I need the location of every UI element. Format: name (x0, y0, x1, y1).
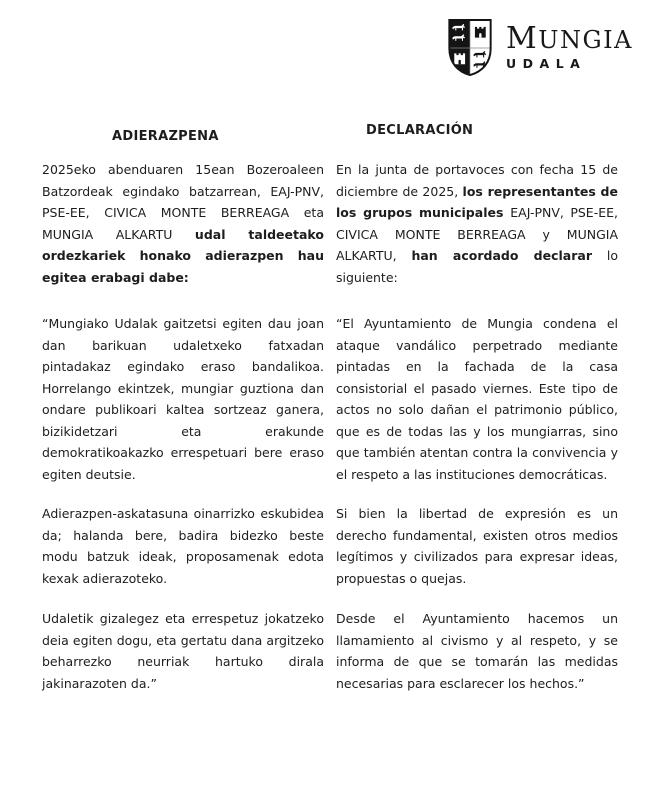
bilingual-declaration (42, 123, 618, 694)
logo-wordmark (506, 18, 633, 71)
paragraph-basque-1: 2025eko abenduaren 15ean Bozeroaleen Batzordeak egindako batzarrean, EAJ-PNV, PSE-EE, CIVICA MONTE BERREAGA eta MUNGIA ALKARTU udal taldeetako ordezkariek honako adierazpen hau egitea erabagi dabe: (42, 162, 324, 285)
paragraph-spanish-4: Desde el Ayuntamiento hacemos un llamamiento al civismo y al respeto, y se informa de que se tomarán las medidas necesarias para esclarecer los hechos.” (336, 611, 618, 691)
paragraph-spanish-1: En la junta de portavoces con fecha 15 de diciembre de 2025, los representantes de los grupos municipales EAJ-PNV, PSE-EE, CIVICA MONTE BERREAGA y MUNGIA ALKARTU, han acordado declarar lo siguiente: (336, 162, 618, 285)
paragraph-spanish-3: Si bien la libertad de expresión es un derecho fundamental, existen otros medios legítimos y civilizados para expresar ideas, propuestas o quejas. (336, 506, 618, 586)
paragraph-spanish-2: “El Ayuntamiento de Mungia condena el ataque vandálico perpetrado mediante pintadas en la fachada de la casa consistorial el pasado viernes. Este tipo de actos no solo dañan el patrimonio público, que es de todas las y los mungiarras, sino que también atentan contra la convivencia y el respeto a las instituciones democráticas. (336, 316, 618, 482)
heading-spanish: DECLARACIÓN (366, 123, 474, 138)
headings-row (42, 123, 618, 144)
paragraph-basque-3: Adierazpen-askatasuna oinarrizko eskubidea da; halanda bere, badira bidezko beste modu batzuk ideak, proposamenak edota kexak adierazoteko. (42, 506, 324, 586)
logo-title: MUNGIA (506, 21, 633, 56)
mungia-udala-logo (447, 18, 633, 77)
paragraph-basque-4: Udaletik gizalegez eta errespetuz jokatzeko deia egiten dogu, eta gertatu dana argitzeko beharrezko neurriak hartuko dirala jakinarazoten da.” (42, 611, 324, 691)
paragraph-basque-2: “Mungiako Udalak gaitzetsi egiten dau joan dan barikuan udaletxeko fatxadan pintadakaz egindako eraso bandalikoa. Horrelango ekintzek, mungiar guztiona dan ondare publikoari kaltea sortzeaz ganera, bizikidetzari eta erakunde demokratikoakazko errespetuari bere eraso egiten deutsie. (42, 316, 324, 482)
declaration-row (42, 608, 618, 694)
heading-basque: ADIERAZPENA (112, 129, 219, 144)
declaration-row (42, 313, 618, 485)
logo-subtitle: UDALA (506, 56, 587, 71)
declaration-row (42, 159, 618, 288)
mungia-coat-of-arms-icon (447, 18, 493, 77)
declaration-row (42, 503, 618, 589)
